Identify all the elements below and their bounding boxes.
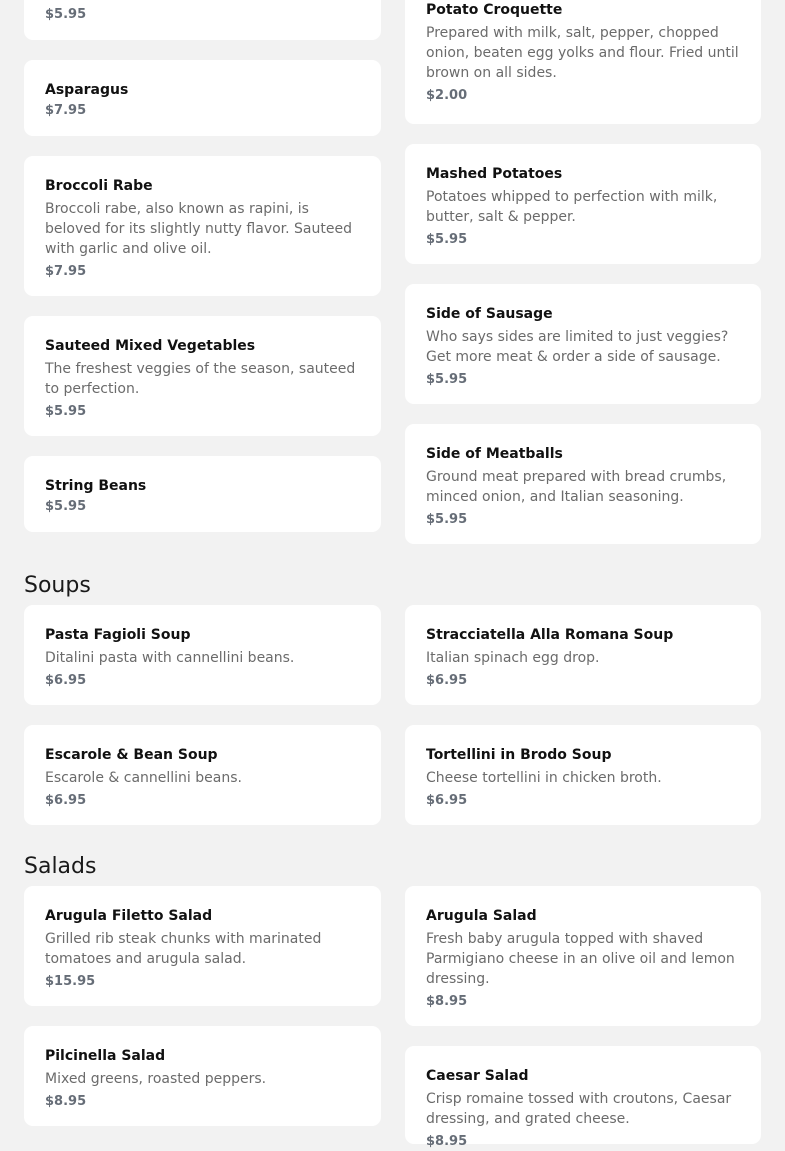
- item-name: Asparagus: [45, 82, 129, 98]
- item-description: Mixed greens, roasted peppers.: [45, 1071, 267, 1087]
- item-description: Crisp romaine tossed with croutons, Caesar dressing, and grated cheese.: [426, 1091, 732, 1127]
- item-description: Ditalini pasta with cannellini beans.: [45, 650, 295, 666]
- item-name: Stracciatella Alla Romana Soup: [426, 627, 674, 643]
- item-description: Potatoes whipped to perfection with milk, butter, salt & pepper.: [426, 189, 718, 225]
- item-name: Mashed Potatoes: [426, 166, 563, 182]
- item-description: Who says sides are limited to just veggies? Get more meat & order a side of sausage.: [426, 329, 729, 365]
- item-name: Broccoli Rabe: [45, 178, 153, 194]
- menu-item-card[interactable]: [24, 316, 381, 436]
- menu-item-card[interactable]: [24, 156, 381, 296]
- menu-item-card[interactable]: [24, 456, 381, 532]
- menu-item-card[interactable]: [405, 725, 761, 825]
- item-price: $8.95: [426, 994, 468, 1009]
- item-description: Prepared with milk, salt, pepper, chopped onion, beaten egg yolks and flour. Fried until brown on all sides.: [426, 25, 739, 81]
- item-name: String Beans: [45, 478, 147, 494]
- menu-item-card[interactable]: [405, 144, 761, 264]
- item-price: $15.95: [45, 974, 96, 989]
- item-price: $7.95: [45, 103, 87, 118]
- menu-item-card[interactable]: [405, 284, 761, 404]
- item-name: Side of Sausage: [426, 306, 553, 322]
- item-name: Escarole & Bean Soup: [45, 747, 218, 763]
- menu-item-card[interactable]: [405, 1046, 761, 1149]
- item-name: Side of Meatballs: [426, 446, 563, 462]
- item-price: $8.95: [426, 1134, 468, 1149]
- item-description: The freshest veggies of the season, sauteed to perfection.: [45, 361, 356, 397]
- item-price: $5.95: [45, 7, 87, 22]
- menu-item-card[interactable]: [405, 605, 761, 705]
- item-name: Potato Croquette: [426, 2, 563, 18]
- item-name: Pasta Fagioli Soup: [45, 627, 191, 643]
- item-name: Caesar Salad: [426, 1068, 529, 1084]
- menu-item-card[interactable]: [24, 0, 381, 40]
- menu-item-card[interactable]: [24, 60, 381, 136]
- item-name: Pilcinella Salad: [45, 1048, 166, 1064]
- menu-item-card[interactable]: [24, 605, 381, 705]
- item-price: $6.95: [45, 673, 87, 688]
- item-description: Broccoli rabe, also known as rapini, is beloved for its slightly nutty flavor. Sauteed with garlic and olive oil.: [45, 201, 352, 257]
- item-price: $5.95: [426, 232, 468, 247]
- item-name: Arugula Salad: [426, 908, 537, 924]
- menu-item-card[interactable]: [405, 886, 761, 1026]
- item-description: Cheese tortellini in chicken broth.: [426, 770, 662, 786]
- menu-item-card[interactable]: [24, 886, 381, 1006]
- item-price: $2.00: [426, 88, 468, 103]
- section-title-soups: Soups: [24, 573, 91, 598]
- menu-item-card[interactable]: [405, 0, 761, 124]
- menu-item-card[interactable]: [24, 1026, 381, 1126]
- item-price: $5.95: [426, 512, 468, 527]
- item-description: Grilled rib steak chunks with marinated tomatoes and arugula salad.: [45, 931, 322, 967]
- item-price: $5.95: [45, 404, 87, 419]
- item-name: Sauteed Mixed Vegetables: [45, 338, 256, 354]
- item-price: $5.95: [45, 499, 87, 514]
- item-description: Italian spinach egg drop.: [426, 650, 600, 666]
- item-price: $5.95: [426, 372, 468, 387]
- menu-item-card[interactable]: [24, 725, 381, 825]
- item-price: $6.95: [45, 793, 87, 808]
- item-name: Arugula Filetto Salad: [45, 908, 213, 924]
- item-price: $8.95: [45, 1094, 87, 1109]
- section-title-salads: Salads: [24, 854, 97, 879]
- item-price: $6.95: [426, 793, 468, 808]
- item-description: Fresh baby arugula topped with shaved Parmigiano cheese in an olive oil and lemon dressing.: [426, 931, 735, 987]
- item-description: Ground meat prepared with bread crumbs, minced onion, and Italian seasoning.: [426, 469, 727, 505]
- item-price: $7.95: [45, 264, 87, 279]
- item-price: $6.95: [426, 673, 468, 688]
- item-description: Escarole & cannellini beans.: [45, 770, 242, 786]
- item-name: Tortellini in Brodo Soup: [426, 747, 612, 763]
- menu-item-card[interactable]: [405, 424, 761, 544]
